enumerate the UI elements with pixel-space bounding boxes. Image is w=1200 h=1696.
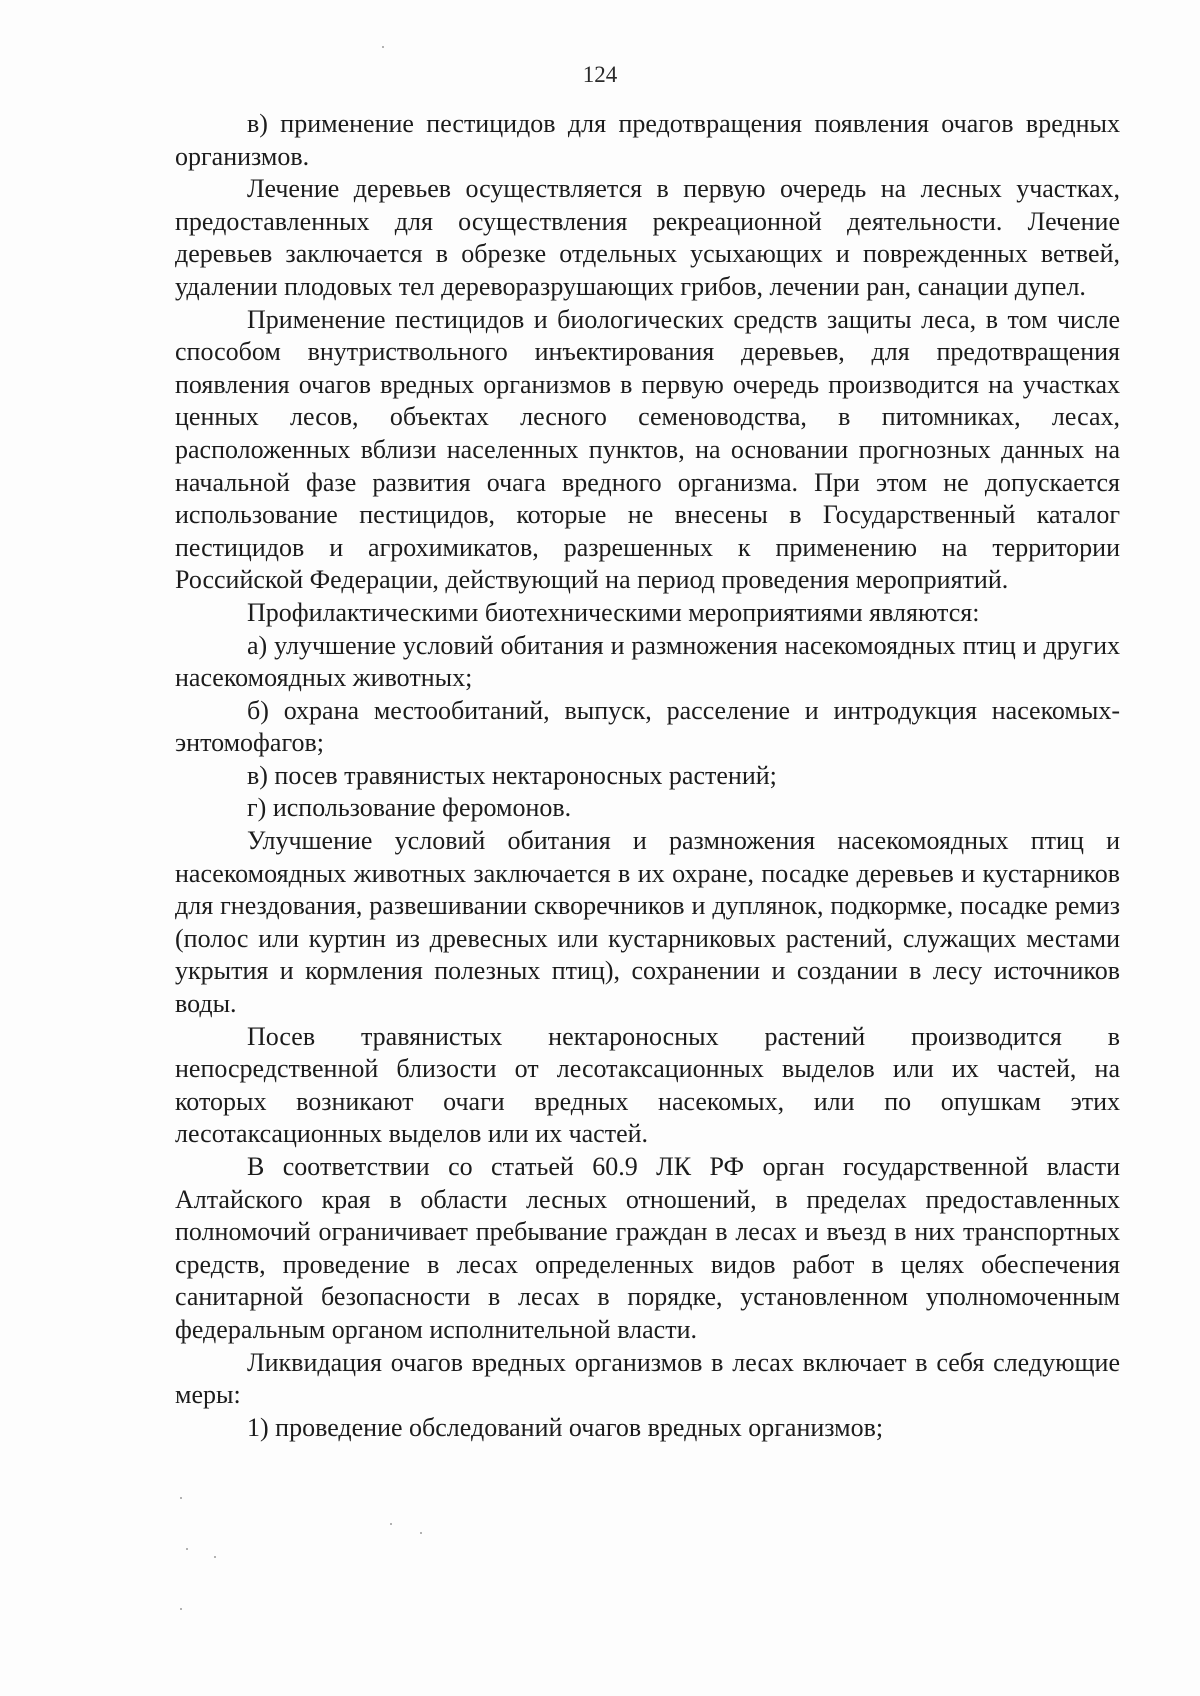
paragraph-item-v-pesticides: в) применение пестицидов для предотвращения появления очагов вредных организмов. [175,109,1120,171]
list-item-b: б) охрана местообитаний, выпуск, расселение и интродукция насекомых-энтомофагов; [175,695,1120,758]
list-item-v: в) посев травянистых нектароносных растений; [247,760,777,790]
scan-speck [186,1548,188,1550]
scan-speck [180,1608,182,1610]
paragraph-article-60-9: В соответствии со статьей 60.9 ЛК РФ орган государственной власти Алтайского края в области лесных отношений, в пределах предоставленных полномочий ограничивает пребывание граждан в лесах и въезд в них транспортных средств, проведение в лесах определенных видов работ в целях обеспечения санитарной безопасности в лесах в порядке, установленном уполномоченным федеральным органом исполнительной власти. [175,1152,1120,1344]
scan-speck [420,1532,422,1534]
paragraph-nectar-plants: Посев травянистых нектароносных растений производится в непосредственной близости от лесотаксационных выделов или их частей, на которых возникают очаги вредных насекомых, или по опушкам этих лесотаксационных выделов или их частей. [175,1021,1120,1149]
list-item-g: г) использование феромонов. [247,793,572,823]
paragraph-pesticide-application: Применение пестицидов и биологических средств защиты леса, в том числе способом внутриствольного инъектирования деревьев, для предотвращения появления очагов вредных организмов в первую очередь производится на участках ценных лесов, объектах лесного семеноводства, в питомниках, лесах, расположенных вблизи населенных пунктов, на основании прогнозных данных на начальной фазе развития очага вредного организма. При этом не допускается использование пестицидов, которые не внесены в Государственный каталог пестицидов и агрохимикатов, разрешенных к применению на территории Российской Федерации, действующий на период проведения мероприятий. [175,304,1120,595]
paragraph-bird-habitat: Улучшение условий обитания и размножения насекомоядных птиц и насекомоядных животных заключается в их охране, посадке деревьев и кустарников для гнездования, развешивании скворечников и дуплянок, подкормке, посадке ремиз (полос или куртин из древесных или кустарниковых растений, служащих местами укрытия и кормления полезных птиц), сохранении и создании в лесу источников воды. [175,826,1120,1019]
paragraph-tree-treatment: Лечение деревьев осуществляется в первую очередь на лесных участках, предоставленных для осуществления рекреационной деятельности. Лечение деревьев заключается в обрезке отдельных усыхающих и поврежденных ветвей, удалении плодовых тел дереворазрушающих грибов, лечении ран, санации дупел. [175,174,1120,301]
page-number: 124 [582,62,618,87]
document-body [175,108,1120,1444]
scan-speck [390,1523,392,1525]
paragraph-biotechnical-measures-intro: Профилактическими биотехническими мероприятиями являются: [247,597,980,627]
scan-speck [180,1497,182,1499]
scan-speck [214,1556,216,1558]
list-item-1: 1) проведение обследований очагов вредных организмов; [247,1412,884,1442]
scan-speck [382,46,384,48]
list-item-a: а) улучшение условий обитания и размножения насекомоядных птиц и других насекомоядных животных; [175,630,1120,693]
paragraph-liquidation-measures: Ликвидация очагов вредных организмов в лесах включает в себя следующие меры: [175,1347,1120,1410]
